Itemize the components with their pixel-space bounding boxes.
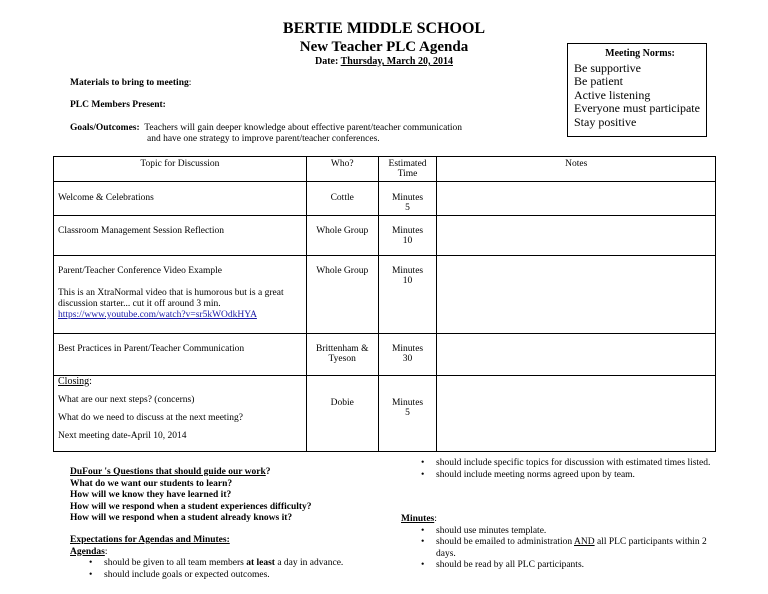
video-link[interactable]: https://www.youtube.com/watch?v=sr5kWOdkHYA	[58, 310, 257, 320]
rule-text: should include goals or expected outcomes.	[104, 569, 270, 580]
closing-title: Closing	[58, 376, 90, 387]
closing-question: What are our next steps? (concerns)	[58, 395, 195, 405]
time-value: 5	[405, 203, 410, 213]
materials-label: Materials to bring to meeting	[70, 78, 189, 88]
date-label: Date:	[315, 56, 341, 67]
minutes-label: Minutes	[401, 514, 435, 524]
agenda-rule	[86, 558, 370, 570]
row-topic: Best Practices in Parent/Teacher Communication	[54, 334, 307, 376]
dufour-block: DuFour 's Questions that should guide our work? What do we want our students to learn? How will we know they have learned it? How will we respond when a student experiences difficulty? How will we respond when a student already knows it?	[70, 467, 312, 523]
dufour-question: How will we respond when a student experiences difficulty?	[70, 501, 312, 512]
table-row	[54, 182, 716, 216]
members-label: PLC Members Present:	[70, 100, 166, 110]
agenda-rule: • should include meeting norms agreed upon by team.	[418, 470, 718, 482]
row-who: Whole Group	[306, 216, 378, 256]
time-value: 10	[402, 236, 413, 246]
topic-title: Parent/Teacher Conference Video Example	[58, 266, 222, 276]
row-topic: Welcome & Celebrations	[54, 182, 307, 216]
row-time	[378, 182, 437, 216]
norm-item: Be supportive	[574, 60, 641, 75]
row-who: Whole Group	[306, 256, 378, 334]
norm-item: Everyone must participate	[574, 101, 700, 115]
row-time	[378, 216, 437, 256]
rule-text: all PLC participants within 2 days.	[436, 537, 707, 559]
row-topic: Closing: What are our next steps? (concerns) What do we need to discuss at the next meeting? Next meeting date-April 10, 2014	[54, 376, 307, 452]
row-notes[interactable]	[437, 376, 716, 452]
topic-detail: This is an XtraNormal video that is humorous but is a great discussion starter... cut it off around 3 min.	[58, 288, 284, 309]
time-value: 30	[402, 354, 413, 364]
agendas-label: Agendas	[70, 546, 105, 557]
table-header-row	[54, 157, 716, 182]
row-time	[378, 376, 437, 452]
agenda-rules-continued	[418, 458, 718, 481]
agenda-rule	[86, 570, 370, 582]
agenda-rule: • should include specific topics for discussion with estimated times listed.	[418, 458, 718, 470]
row-time	[378, 256, 437, 334]
meeting-norms-box	[567, 43, 707, 137]
document-title: New Teacher PLC Agenda	[299, 39, 469, 55]
row-who: Dobie	[306, 376, 378, 452]
expectations-heading: Expectations for Agendas and Minutes:	[70, 535, 230, 545]
header-notes: Notes	[437, 157, 716, 182]
time-unit: Minutes	[391, 398, 424, 408]
rule-text: should be given to all team members	[104, 558, 247, 568]
minutes-rule: • should be read by all PLC participants.	[418, 560, 711, 572]
norms-heading: Meeting Norms:	[605, 48, 675, 59]
closing-question: What do we need to discuss at the next meeting?	[58, 413, 243, 423]
rule-text: should be emailed to administration	[436, 537, 574, 547]
dufour-question: How will we respond when a student already knows it?	[70, 513, 293, 523]
row-notes[interactable]	[437, 334, 716, 376]
dufour-heading: DuFour 's Questions that should guide our work	[70, 467, 266, 477]
goals-block	[70, 123, 462, 145]
time-value: 10	[402, 276, 413, 286]
row-notes[interactable]	[437, 216, 716, 256]
row-who: Brittenham & Tyeson	[306, 334, 378, 376]
row-time	[378, 334, 437, 376]
table-row	[54, 256, 716, 334]
row-topic: Classroom Management Session Reflection	[54, 216, 307, 256]
expectations-block: Expectations for Agendas and Minutes: Agendas: • should be given to all team members at least a day in advance. • should include goals or expected outcomes.	[70, 535, 370, 581]
materials-line: Materials to bring to meeting:	[70, 78, 192, 88]
minutes-rule: • should use minutes template.	[418, 526, 711, 538]
time-value: 5	[405, 408, 410, 418]
table-row	[54, 334, 716, 376]
norm-item: Be patient	[574, 74, 623, 88]
header-topic: Topic for Discussion	[54, 157, 307, 182]
date-value: Thursday, March 20, 2014	[340, 56, 453, 67]
norm-item: Active listening	[574, 87, 651, 102]
norm-item: Stay positive	[574, 114, 637, 129]
dufour-question: What do we want our students to learn?	[70, 478, 233, 489]
row-who: Cottle	[306, 182, 378, 216]
rule-emphasis: at least	[246, 558, 275, 568]
minutes-rule	[418, 537, 711, 560]
goals-label: Goals/Outcomes:	[70, 123, 140, 133]
table-row	[54, 216, 716, 256]
time-unit: Minutes	[391, 266, 424, 276]
row-notes[interactable]	[437, 256, 716, 334]
rule-emphasis: AND	[574, 537, 595, 547]
dufour-question: How will we know they have learned it?	[70, 490, 232, 500]
table-row	[54, 376, 716, 452]
rule-text: a day in advance.	[274, 558, 344, 568]
agenda-table	[53, 156, 716, 452]
time-unit: Minutes	[391, 344, 424, 354]
row-topic	[54, 256, 307, 334]
row-notes[interactable]	[437, 182, 716, 216]
next-meeting-date: Next meeting date-April 10, 2014	[58, 431, 187, 441]
minutes-block: Minutes: • should use minutes template. • should be emailed to administration AND all PLC participants within 2 days. • should be read by all PLC participants.	[401, 514, 711, 572]
school-name: BERTIE MIDDLE SCHOOL	[282, 20, 486, 37]
goals-text-2: and have one strategy to improve parent/teacher conferences.	[147, 134, 380, 144]
goals-text-1: Teachers will gain deeper knowledge about effective parent/teacher communication	[144, 123, 463, 133]
header-who: Who?	[306, 157, 378, 182]
header-time: Estimated Time	[378, 157, 437, 182]
time-unit: Minutes	[391, 193, 424, 203]
time-unit: Minutes	[391, 226, 424, 236]
